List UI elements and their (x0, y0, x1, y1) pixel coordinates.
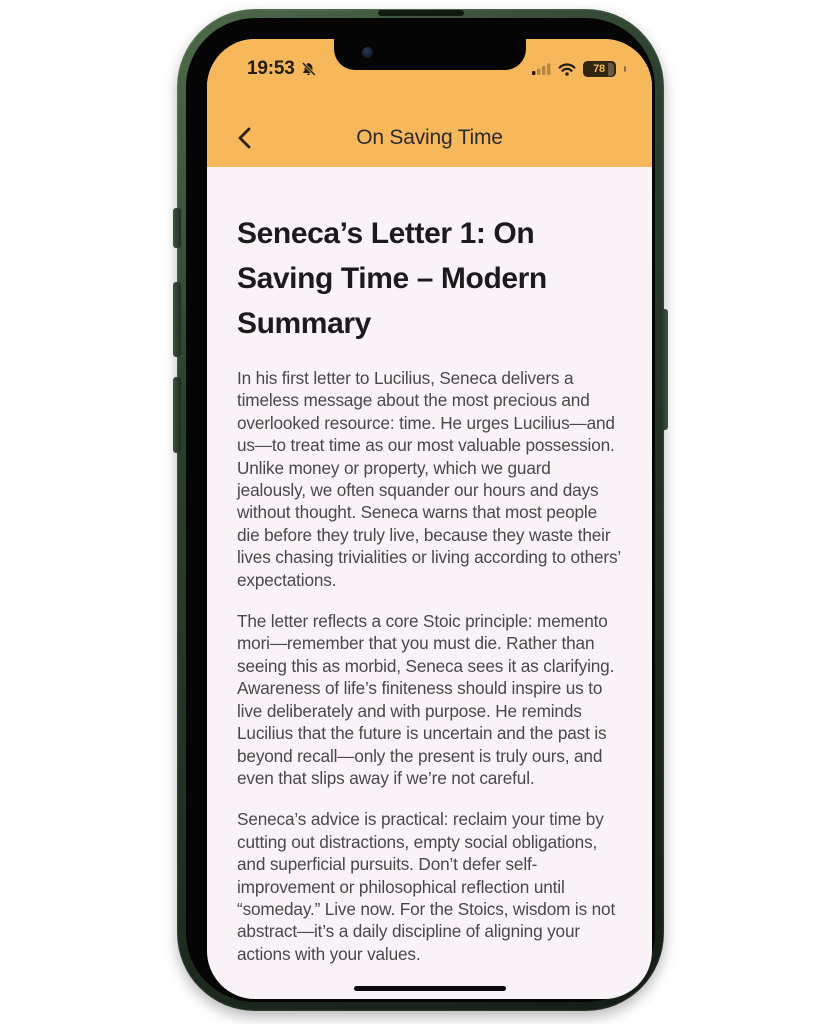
back-button[interactable] (231, 123, 257, 153)
app-header (207, 39, 652, 167)
volume-up-button[interactable] (173, 282, 181, 357)
mute-switch[interactable] (173, 208, 181, 248)
nav-bar (207, 121, 652, 155)
article-paragraph-2: The letter reflects a core Stoic principle: memento mori—remember that you must die. Rather than seeing this as morbid, Seneca sees it as clarifying. Awareness of life’s finiteness should inspire us to live deliberately and with purpose. He reminds Lucilius that the future is uncertain and the past is beyond recall—only the present is truly ours, and even that slips away if we’re not careful. (237, 611, 615, 788)
phone-frame (177, 9, 664, 1011)
phone-screen (207, 39, 652, 999)
cellular-signal-icon (532, 63, 551, 75)
notch (334, 39, 526, 70)
battery-empty-segment (608, 63, 614, 76)
battery-cap (624, 66, 627, 72)
front-camera-dot (362, 47, 373, 58)
wifi-icon (558, 63, 576, 76)
status-time: 19:53 (247, 58, 295, 79)
power-button[interactable] (660, 309, 668, 430)
article-content[interactable] (207, 167, 652, 999)
home-indicator[interactable] (354, 986, 506, 991)
battery-icon (583, 61, 616, 77)
phone-bezel (186, 18, 655, 1002)
bell-slash-icon (300, 61, 317, 78)
page-title: On Saving Time (356, 126, 503, 149)
battery-percent: 78 (593, 63, 605, 75)
article-paragraph-1: In his first letter to Lucilius, Seneca delivers a timeless message about the most precious and overlooked resource: time. He urges Lucilius—and us—to treat time as our most valuable possession. Unlike money or property, which we guard jealously, we often squander our hours and days without thought. Seneca warns that most people die before they truly live, because they waste their lives chasing trivialities or living according to others’ expectations. (237, 368, 621, 590)
article-heading: Seneca’s Letter 1: On Saving Time – Modern Summary (237, 217, 547, 340)
top-antenna-slot (378, 10, 464, 16)
chevron-left-icon (237, 127, 251, 149)
article-paragraph-3: Seneca’s advice is practical: reclaim your time by cutting out distractions, empty social obligations, and superficial pursuits. Don’t defer self-improvement or philosophical reflection until “someday.” Live now. For the Stoics, wisdom is not abstract—it’s a daily discipline of aligning your actions with your values. (237, 809, 616, 964)
volume-down-button[interactable] (173, 377, 181, 453)
